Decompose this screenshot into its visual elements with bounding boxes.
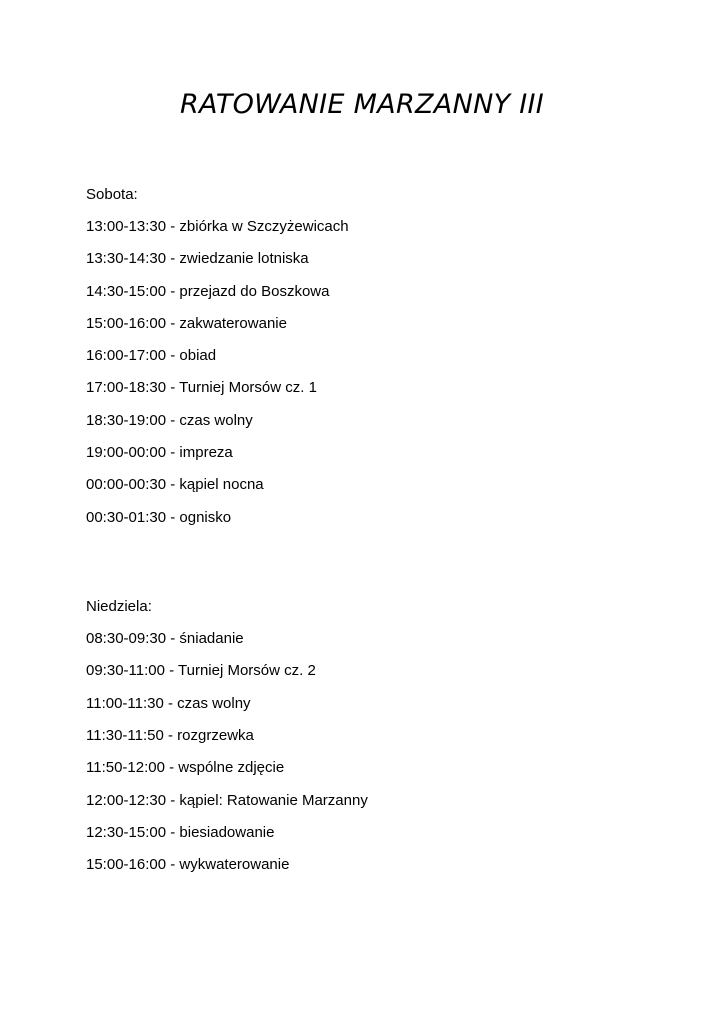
schedule-item: 14:30-15:00 - przejazd do Boszkowa bbox=[86, 283, 330, 300]
schedule-item: 13:00-13:30 - zbiórka w Szczyżewicach bbox=[86, 218, 349, 235]
schedule-item: 08:30-09:30 - śniadanie bbox=[86, 630, 244, 647]
schedule-item: 13:30-14:30 - zwiedzanie lotniska bbox=[86, 250, 309, 267]
page-title: RATOWANIE MARZANNY III bbox=[179, 89, 545, 120]
schedule-item: 11:50-12:00 - wspólne zdjęcie bbox=[86, 759, 285, 776]
saturday-heading: Sobota: bbox=[86, 186, 138, 203]
schedule-item: 00:30-01:30 - ognisko bbox=[86, 509, 232, 526]
schedule-item: 11:00-11:30 - czas wolny bbox=[86, 695, 251, 712]
schedule-item: 12:00-12:30 - kąpiel: Ratowanie Marzanny bbox=[86, 792, 368, 809]
schedule-item: 19:00-00:00 - impreza bbox=[86, 444, 233, 461]
schedule-item: 15:00-16:00 - wykwaterowanie bbox=[86, 856, 290, 873]
schedule-item: 09:30-11:00 - Turniej Morsów cz. 2 bbox=[86, 662, 316, 679]
schedule-item: 11:30-11:50 - rozgrzewka bbox=[86, 727, 254, 744]
schedule-item: 12:30-15:00 - biesiadowanie bbox=[86, 824, 275, 841]
schedule-item: 00:00-00:30 - kąpiel nocna bbox=[86, 476, 264, 493]
schedule-item: 15:00-16:00 - zakwaterowanie bbox=[86, 315, 287, 332]
sunday-heading: Niedziela: bbox=[86, 598, 152, 615]
schedule-item: 16:00-17:00 - obiad bbox=[86, 347, 217, 364]
schedule-item: 17:00-18:30 - Turniej Morsów cz. 1 bbox=[86, 379, 317, 396]
schedule-item: 18:30-19:00 - czas wolny bbox=[86, 412, 253, 429]
